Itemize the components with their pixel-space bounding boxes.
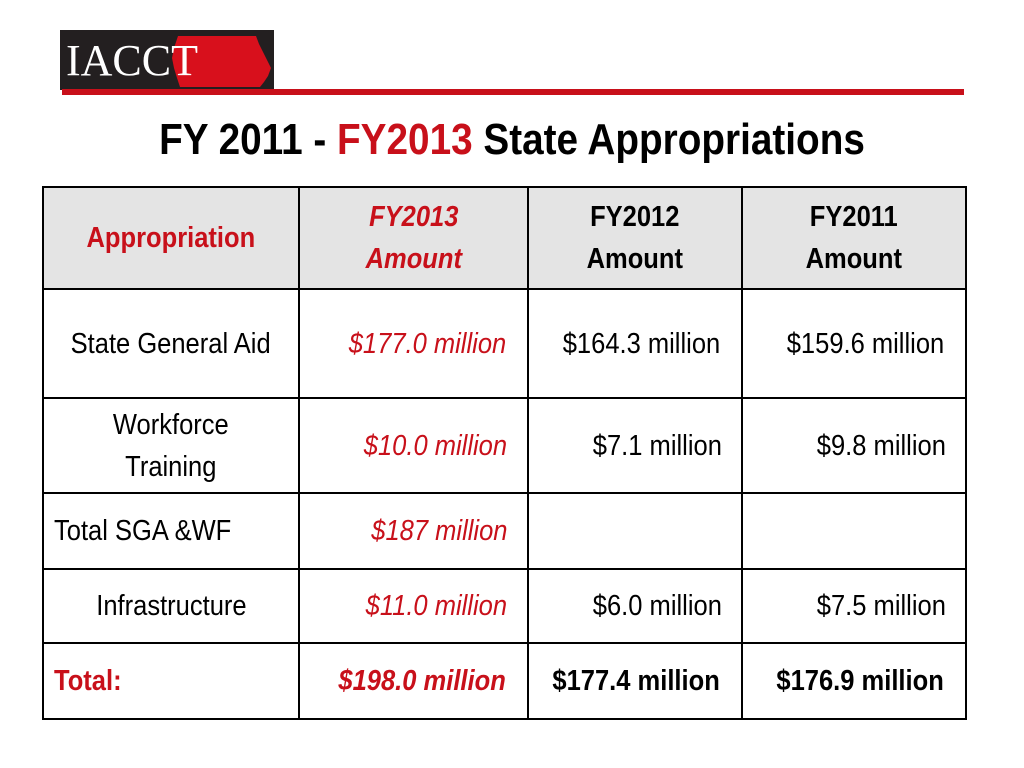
row-label: Total SGA &WF [43,493,299,569]
total-fy2013-value: $198.0 million [299,643,528,719]
fy2013-value: $187 million [299,493,528,569]
appropriations-table [42,186,967,720]
table-row [43,398,966,493]
total-row [43,643,966,719]
header-appropriation: Appropriation [43,187,299,289]
row-label: Workforce Training [43,398,299,493]
fy2012-value: $7.1 million [528,398,742,493]
fy2011-value [742,493,966,569]
fy2013-value: $11.0 million [299,569,528,643]
total-label: Total: [43,643,299,719]
row-label: Infrastructure [43,569,299,643]
fy2013-value: $10.0 million [299,398,528,493]
table-row [43,569,966,643]
total-fy2012-value: $177.4 million [528,643,742,719]
header-fy2012: FY2012 Amount [528,187,742,289]
table-row [43,493,966,569]
iacct-logo [60,30,274,90]
fy2012-value: $164.3 million [528,289,742,398]
header-fy2011: FY2011 Amount [742,187,966,289]
table-row [43,289,966,398]
fy2011-value: $7.5 million [742,569,966,643]
header-divider [62,89,964,95]
fy2011-value: $9.8 million [742,398,966,493]
fy2013-value: $177.0 million [299,289,528,398]
title-part-2: FY2013 [337,115,473,164]
row-label: State General Aid [43,289,299,398]
fy2012-value [528,493,742,569]
title-part-1: FY 2011 - [159,115,338,164]
fy2012-value: $6.0 million [528,569,742,643]
total-fy2011-value: $176.9 million [742,643,966,719]
header-fy2013: FY2013 Amount [299,187,528,289]
logo-text: IACCT [66,36,198,85]
table-header-row [43,187,966,289]
page-title [61,112,962,168]
fy2011-value: $159.6 million [742,289,966,398]
title-part-3: State Appropriations [472,115,865,164]
